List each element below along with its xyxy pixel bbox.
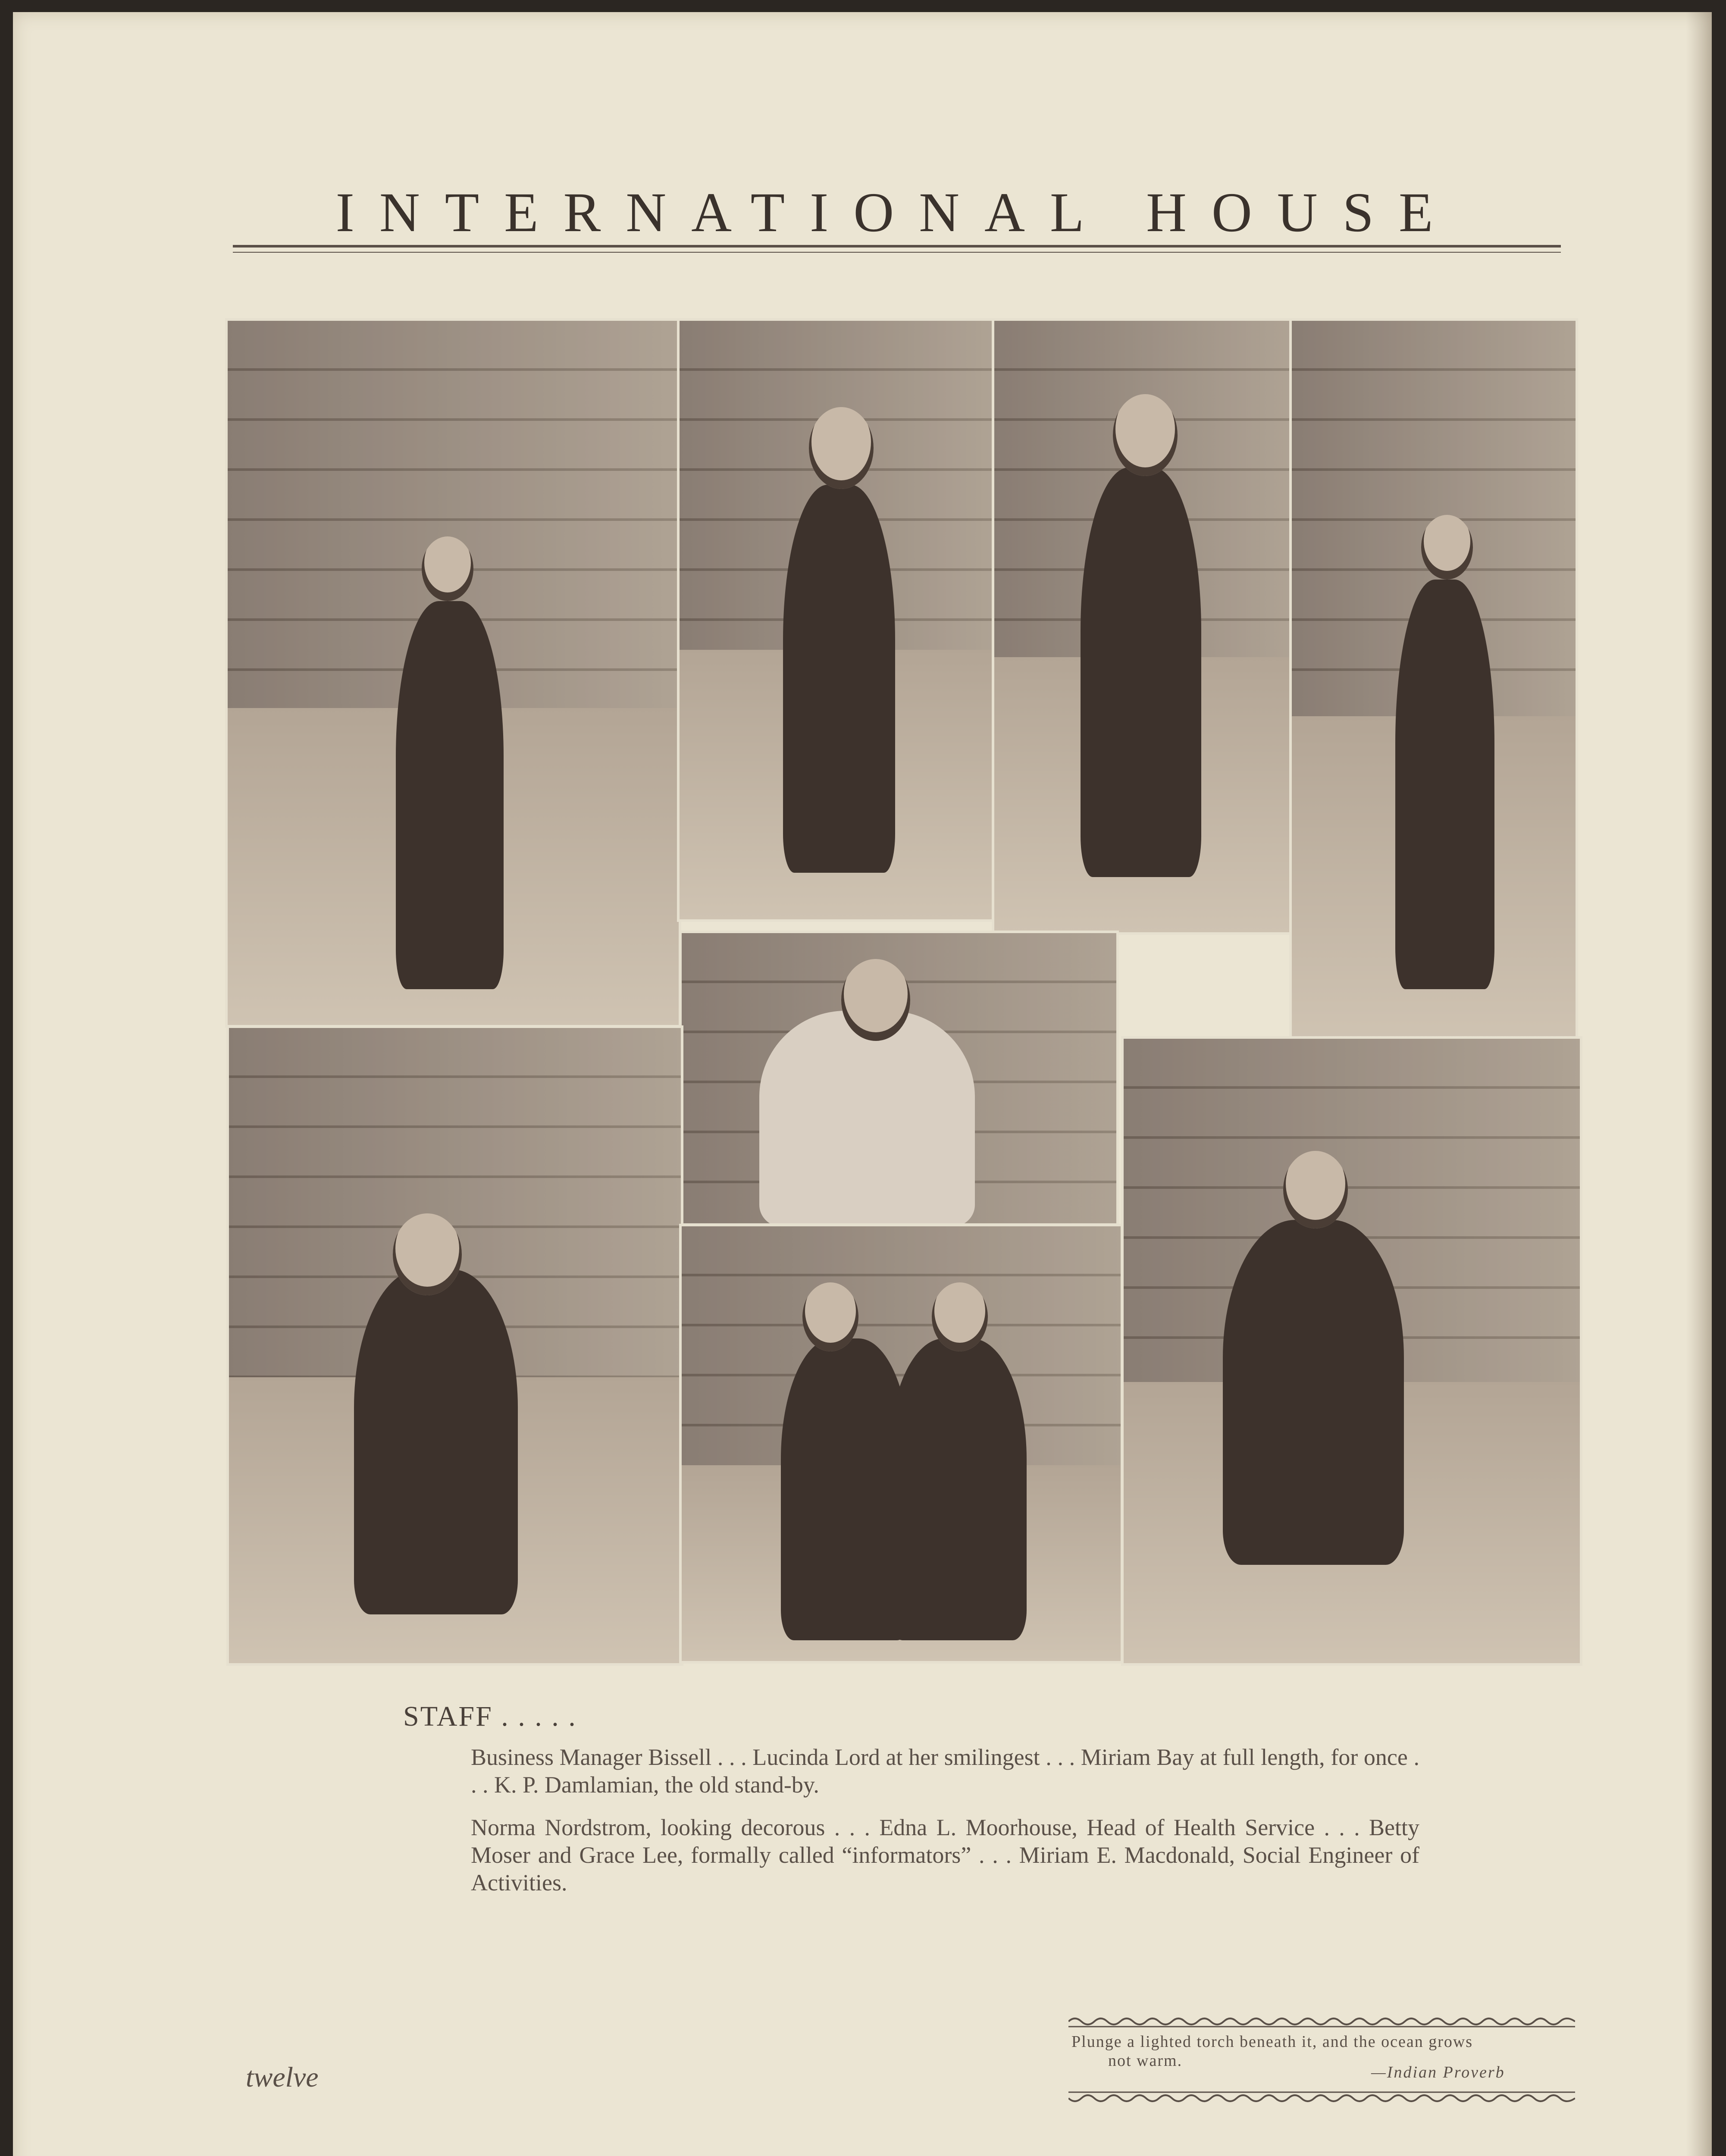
staff-caption-paragraph-2: Norma Nordstrom, looking decorous . . . Edna L. Moorhouse, Head of Health Service . . . Betty Moser and Grace Lee, formally called “informators” . . . Miriam E. Macdonald, Social Engineer of Activities. [471, 1814, 1419, 1896]
photo-lord [677, 318, 996, 922]
photo-damlamian [1289, 318, 1578, 1043]
photo-bay [992, 318, 1294, 935]
page-number: twelve [246, 2062, 319, 2093]
decorative-wave-rule-top [1068, 2012, 1575, 2029]
proverb-line-1: Plunge a lighted torch beneath it, and the ocean grows [1071, 2033, 1473, 2051]
yearbook-page [13, 12, 1712, 2156]
staff-caption-paragraph-1: Business Manager Bissell . . . Lucinda Lord at her smilingest . . . Miriam Bay at full length, for once . . . K. P. Damlamian, the old stand-by. [471, 1744, 1419, 1798]
photo-nordstrom [226, 1025, 683, 1666]
page-edge-shadow [1686, 12, 1712, 2156]
proverb-attribution: —Indian Proverb [1371, 2063, 1505, 2081]
header-rule [233, 245, 1561, 248]
photo-bissell [225, 318, 681, 1028]
page-header-title: INTERNATIONAL HOUSE [335, 182, 1458, 244]
photo-macdonald [1121, 1036, 1582, 1666]
header-rule-thin [233, 252, 1561, 253]
photo-moorhouse [679, 931, 1119, 1226]
staff-heading: STAFF . . . . . [403, 1701, 577, 1732]
proverb-line-2: not warm. [1108, 2052, 1183, 2070]
photo-moser-lee [679, 1224, 1123, 1664]
decorative-wave-rule-bottom [1068, 2090, 1575, 2107]
